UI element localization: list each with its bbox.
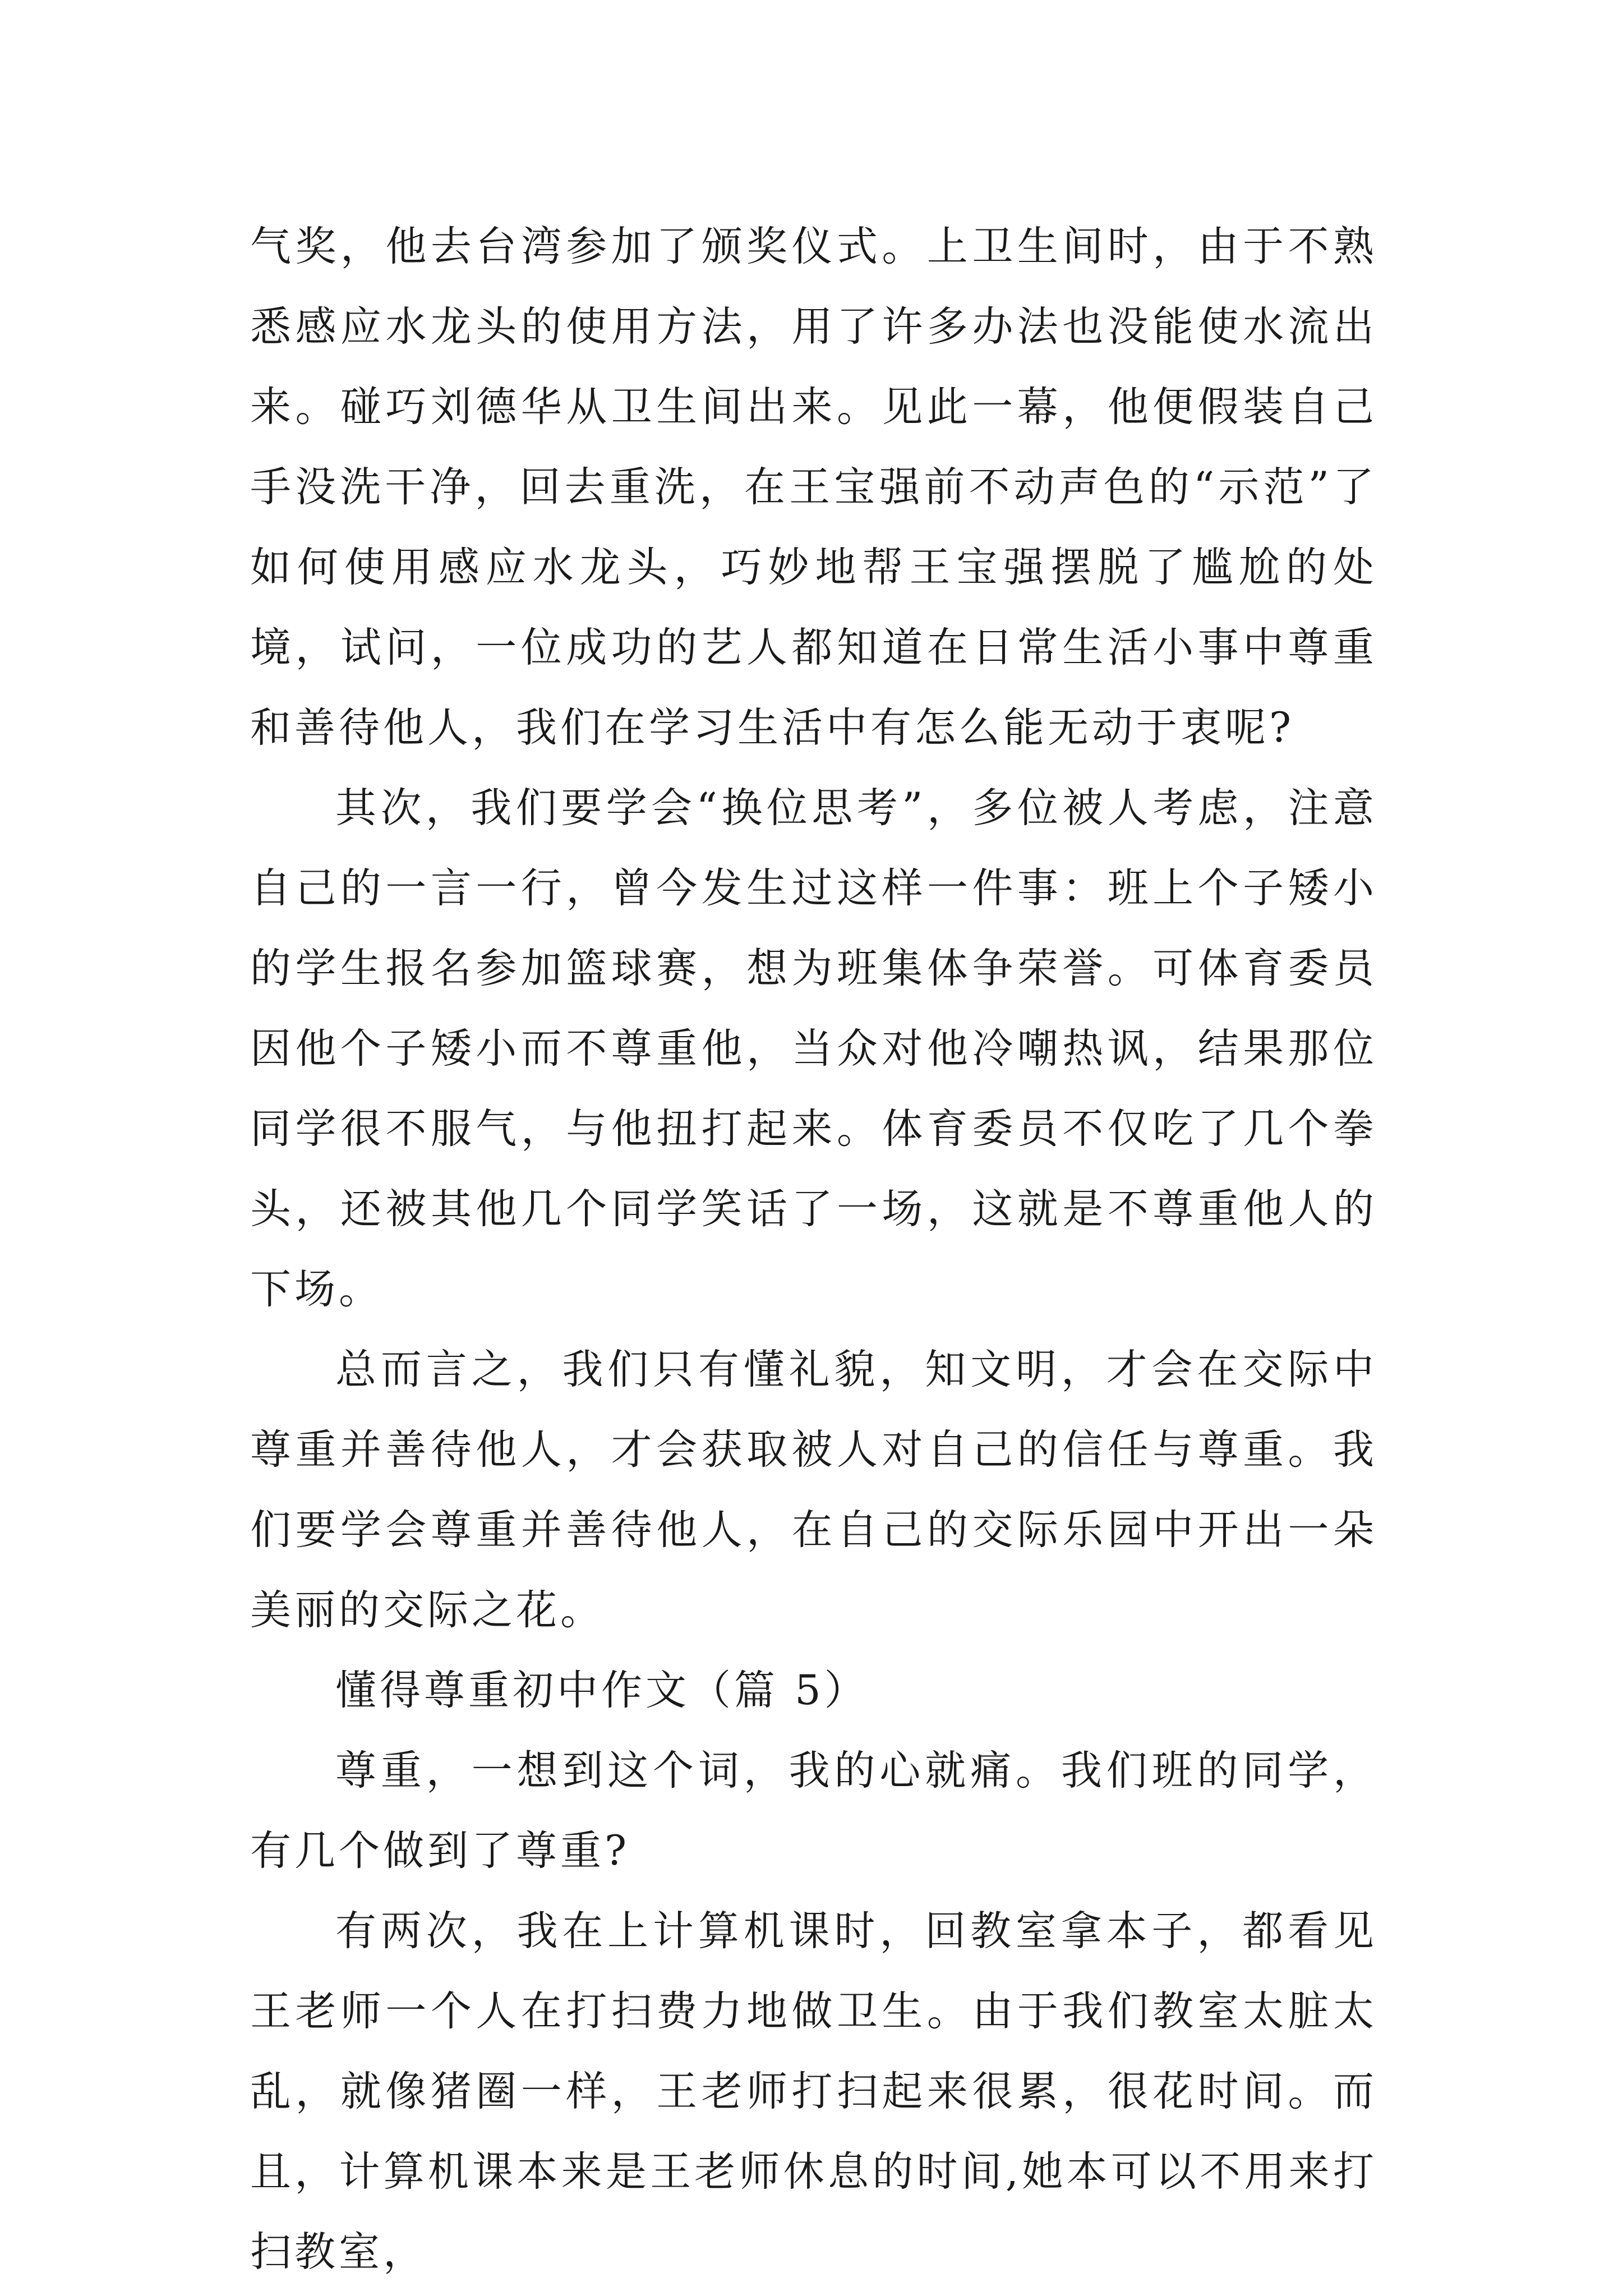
essay-body bbox=[250, 206, 1377, 2292]
paragraph-continued: 气奖，他去台湾参加了颁奖仪式。上卫生间时，由于不熟悉感应水龙头的使用方法，用了许多办法也没能使水流出来。碰巧刘德华从卫生间出来。见此一幕，他便假装自己手没洗干净，回去重洗，在王宝强前不动声色的“示范”了如何使用感应水龙头，巧妙地帮王宝强摆脱了尴尬的处境，试问，一位成功的艺人都知道在日常生活小事中尊重和善待他人，我们在学习生活中有怎么能无动于衷呢? bbox=[250, 223, 1377, 752]
essay-heading: 懂得尊重初中作文（篇 5） bbox=[335, 1667, 869, 1714]
paragraph-conclusion: 总而言之，我们只有懂礼貌，知文明，才会在交际中尊重并善待他人，才会获取被人对自己的信任与尊重。我们要学会尊重并善待他人，在自己的交际乐园中开出一朵美丽的交际之花。 bbox=[250, 1346, 1377, 1634]
paragraph-story: 有两次，我在上计算机课时，回教室拿本子，都看见王老师一个人在打扫费力地做卫生。由于我们教室太脏太乱，就像猪圈一样，王老师打扫起来很累，很花时间。而且，计算机课本来是王老师休息的时间,她本可以不用来打扫教室， bbox=[250, 1907, 1377, 2276]
paragraph-secondly: 其次，我们要学会“换位思考”，多位被人考虑，注意自己的一言一行，曾今发生过这样一件事：班上个子矮小的学生报名参加篮球赛，想为班集体争荣誉。可体育委员因他个子矮小而不尊重他，当众对他冷嘲热讽，结果那位同学很不服气，与他扭打起来。体育委员不仅吃了几个拳头，还被其他几个同学笑话了一场，这就是不尊重他人的下场。 bbox=[250, 784, 1377, 1313]
paragraph-intro: 尊重，一想到这个词，我的心就痛。我们班的同学，有几个做到了尊重? bbox=[250, 1747, 1377, 1875]
